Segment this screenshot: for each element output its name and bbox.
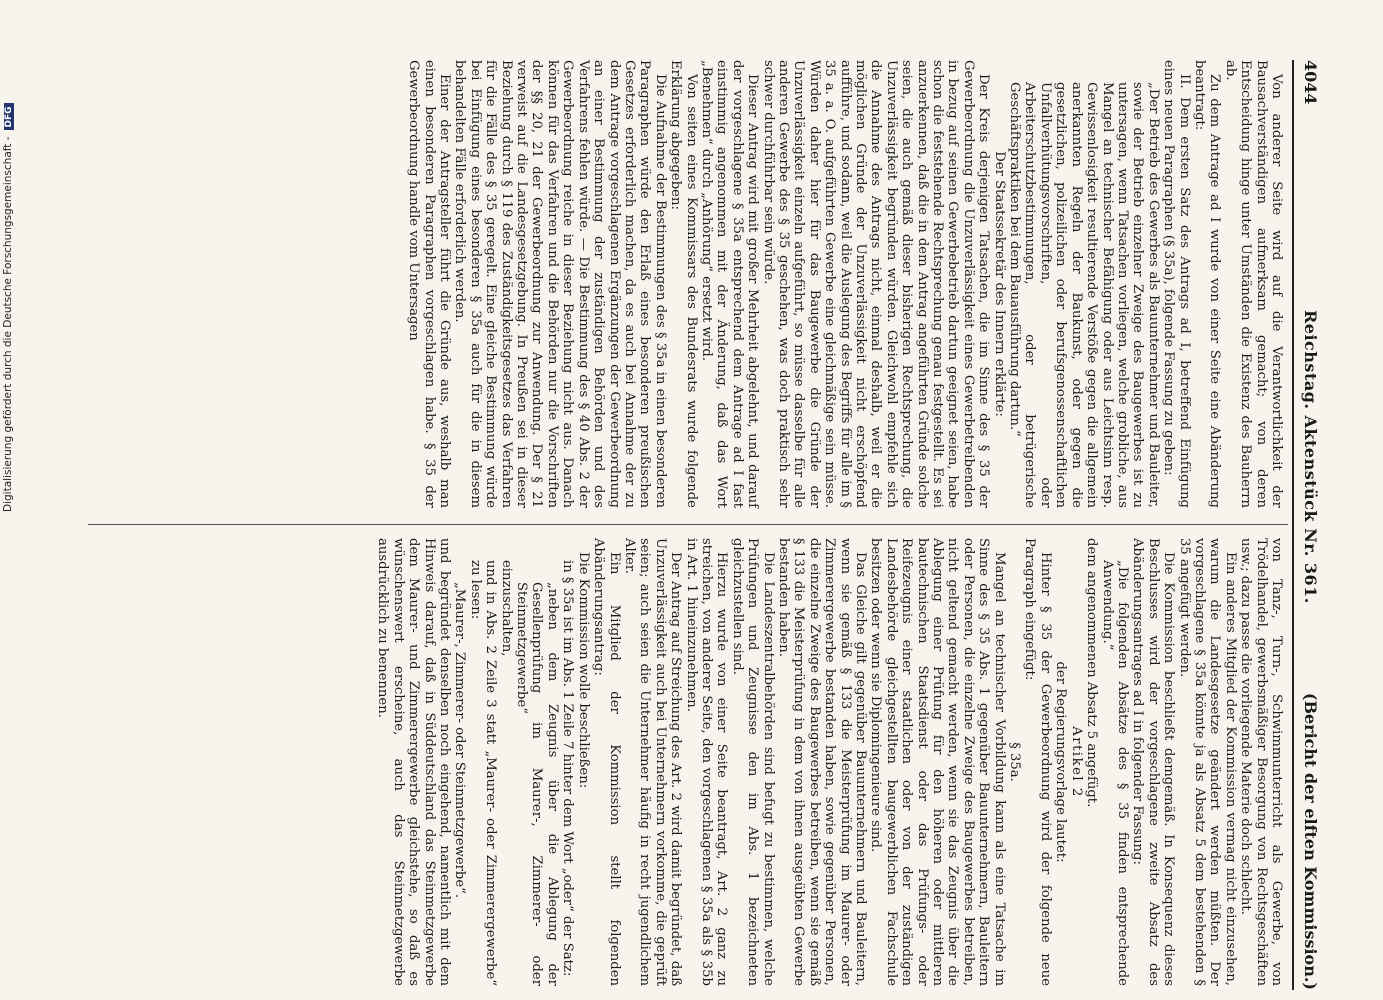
page-number: 4044 — [1301, 60, 1320, 105]
paragraph: II. Dem ersten Satz des Antrags ad I, betreffend Einfügung eines neuen Paragraphen (§ 35a), folgende Fassung zu geben: — [1161, 60, 1192, 508]
header-rule — [1292, 60, 1294, 990]
paragraph: Die Kommission beschließt demgemäß. In Konsequenz dieses Beschlusses wird der vorgeschlagene zweite Absatz des Abänderungsantrages ad I in folgender Fassung: — [1130, 538, 1177, 986]
running-title: Reichstag. Aktenstück Nr. 361. — [1301, 310, 1320, 604]
credit-text: Digitalisierung gefördert durch die Deutsche Forschungsgemeinschaft - — [2, 136, 14, 512]
paragraph: Von anderer Seite wird auf die Verantwortlichkeit der Bausachverständigen aufmerksam gemacht; von deren Entscheidung hinge unter Umständen die Existenz des Bauherrn ab. — [1222, 60, 1284, 508]
paragraph: Die Kommission wolle beschließen: — [575, 552, 591, 789]
paragraph: Ein Mitglied der Kommission stellt folgenden Abänderungsantrag: — [591, 538, 622, 986]
paragraph: Zu dem Antrage ad I wurde von einer Seite eine Abänderung beantragt: — [1191, 60, 1223, 508]
paragraph: Der Kreis derjenigen Tatsachen, die im Sinne des § 35 der Gewerbeordnung die Unzuverlässigkeit eines Gewerbetreibenden in bezug auf seinen Gewerbebetrieb dartun geeignet seien, habe schon die feststehende Rechtsprechung genau festgestellt. Es sei anzuerkennen, daß die in dem Antrag angeführten Gründe solche seien, die auch gemäß dieser bisherigen Rechtsprechung, die Unzuverlässigkeit begründen würden. Gleichwohl empfehle sich die Annahme des Antrags nicht, einmal deshalb, weil er die möglichen Gründe der Unzuverlässigkeit nicht erschöpfend aufführe, und sodann, weil die Auslegung des Begriffs für alle im § 35 a. a. O. aufgeführten Gewerbe eine gleichmäßige sein müsse. Würden daher hier für das Baugewerbe die Gründe der Unzuverlässigkeit einzeln aufgeführt, so müsse dasselbe für alle anderen Gewerbe des § 35 geschehen, was doch praktisch sehr schwer durchführbar sein würde. — [760, 60, 992, 508]
paragraph: Einer der Antragsteller führt die Gründe aus, weshalb man einen besonderen Paragraphen vorgeschlagen habe. § 35 der Gewerbeordnung handle vom Untersagen — [406, 60, 453, 508]
paragraph: Hierzu wurde von einer Seite beantragt, Art. 2 ganz zu streichen, von anderer Seite, den vorgeschlagenen § 35a als § 35b in Art. 1 hineinzunehmen. — [683, 538, 730, 986]
right-column — [375, 538, 1284, 986]
section-title: (Bericht der elften Kommission.) — [1301, 692, 1320, 990]
quoted-proposal: „Der Betrieb des Gewerbes als Bauunternehmer und Bauleiter, sowie der Betrieb einzelner Zweige des Baugewerbes ist zu untersagen, wenn Tatsachen vorliegen, welche grobliche, aus Mangel an technischer Befähigung oder aus Leichtsinn resp. Gewissenlosigkeit resultierende Verstöße gegen die allgemein anerkannten Regeln der Baukunst, oder gegen die gesetzlichen, polizeilichen oder berufsgenossenschaftlichen Unfallverhütungsvorschriften, oder Arbeiterschutzbestimmungen, oder betrügerische Geschäftspraktiken bei dem Bauausführung dartun.“ — [1007, 82, 1161, 508]
paragraph: Der Antrag auf Streichung des Art. 2 wird damit begründet, daß Unzuverlässigkeit auch bei Unternehmern vorkomme, die geprüft seien; auch seien die Unternehmer häufig in recht jugendlichem Alter. — [621, 538, 684, 986]
page-header — [1296, 60, 1320, 990]
paragraph: in § 35a ist im Abs. 1 Zeile 7 hinter dem Wort „oder“ der Satz: — [560, 560, 576, 977]
quoted-text: „Maurer-, Zimmerer- oder Steinmetzgewerbe“. — [452, 582, 468, 899]
paragraph: dem angenommenen Absatz 5 angefügt. — [1084, 538, 1100, 808]
paragraph: Der Staatssekretär des Innern erklärte: — [991, 151, 1007, 417]
paragraph: einzuschalten, — [498, 560, 514, 657]
quoted-text: „neben dem Zeugnis über die Ablegung der Gesellenprüfung im Maurer-, Zimmerer- oder Steinmetzgewerbe“ — [514, 582, 560, 986]
paragraph: Von seiten eines Kommissars des Bundesrats wurde folgende Erklärung abgegeben: — [668, 60, 699, 508]
quoted-text: „Die folgenden Absätze des § 35 finden entsprechende Anwendung.“ — [1099, 560, 1130, 986]
paragraph: Die Aufnahme der Bestimmungen des § 35a in einen besonderen Paragraphen würde den Erlaß eines besonderen preußischen Gesetzes erforderlich machen, da es auch bei Annahme der zu dem Antrage vorgeschlagenen Ergänzungen der Gewerbeordnung an einer Bestimmung der zuständigen Behörden und des Verfahrens fehlen würde. — Die Bestimmung des § 40 Abs. 2 der Gewerbeordnung reiche in dieser Beziehung nicht aus. Danach können für das Verfahren und die Behörden nur die Vorschriften der §§ 20, 21 der Gewerbeordnung zur Anwendung. Der § 21 verweist auf die Landesgesetzgebung. In Preußen sei in dieser Beziehung durch § 119 des Zuständigkeitsgesetzes das Verfahren für die Fälle des § 35 geregelt. Eine gleiche Bestimmung würde bei Einfügung eines besonderen § 35a auch für die in diesem behandelten Fälle erforderlich werden. — [452, 60, 668, 508]
paragraph: und begründet denselben noch eingehend, namentlich mit dem Hinweis darauf, daß in Süddeutschland das Steinmetzgewerbe dem Maurer- und Zimmerergewerbe gleichstehe, so daß es wünschenswert erscheine, auch das Steinmetzgewerbe ausdrücklich zu benennen. — [375, 538, 453, 986]
paragraph: Dieser Antrag wird mit großer Mehrheit abgelehnt, und darauf der vorgeschlagene § 35a entsprechend dem Antrage ad I fast einstimmig angenommen mit der Änderung, daß das Wort „Benehmen“ durch „Anhörung“ ersetzt wird. — [698, 60, 761, 508]
paragraph: der Regierungsvorlage lautet: — [1053, 661, 1069, 863]
digitization-credit — [2, 103, 14, 512]
paragraph: Mangel an technischer Vorbildung kann als eine Tatsache im Sinne des § 35 Abs. 1 gegenüber Bauunternehmern, Bauleitern oder Personen, die einzelne Zweige des Baugewerbes betreiben, nicht geltend gemacht werden, wenn sie das Zeugnis über die Ablegung einer Prüfung für den höheren oder mittleren bautechnischen Staatsdienst oder das Prüfungs- oder Reifezeugnis einer staatlichen oder von der zuständigen Landesbehörde gleichgestellten baugewerblichen Fachschule besitzen oder wenn sie Diplomingenieure sind. — [868, 538, 1007, 986]
left-column — [406, 60, 1284, 508]
paragraph: Das Gleiche gilt gegenüber Bauunternehmern und Bauleitern, wenn sie gemäß § 133 die Meisterprüfung im Maurer- oder Zimmerergewerbe bestanden haben, sowie gegenüber Personen, die einzelne Zweige des Baugewerbes betreiben, wenn sie gemäß § 133 die Meisterprüfung in dem von ihnen ausgeübten Gewerbe bestanden haben. — [776, 538, 869, 986]
document-page — [80, 60, 1320, 990]
paragraph: Ein anderes Mitglied der Kommission vermag nicht einzusehen, warum die Landesgesetze geändert werden müßten. Der vorgeschlagene § 35a könnte ja als Absatz 5 dem bestehenden § 35 angefügt werden. — [1176, 538, 1238, 986]
paragraph: und in Abs. 2 Zeile 3 statt „Maurer- oder Zimmerergewerbe“ zu lesen: — [467, 560, 499, 986]
article-heading: Artikel 2 — [1068, 726, 1084, 798]
dfg-logo: DFG — [4, 103, 14, 130]
column-divider — [88, 524, 1288, 525]
paragraph: Die Landeszentralbehörden sind befugt zu bestimmen, welche Prüfungen und Zeugnisse den im Abs. 1 bezeichneten gleichzustellen sind. — [729, 538, 776, 986]
paragraph: von Tanz-, Turn-, Schwimmunterricht als Gewerbe, von Trödelhandel, gewerbsmäßiger Besorgung von Rechtsgeschäften usw.; dazu passe die vorliegende Materie doch schlecht. — [1238, 538, 1284, 986]
section-heading: § 35a. — [1007, 742, 1023, 782]
paragraph: Hinter § 35 der Gewerbeordnung wird der folgende neue Paragraph eingefügt: — [1022, 538, 1053, 986]
